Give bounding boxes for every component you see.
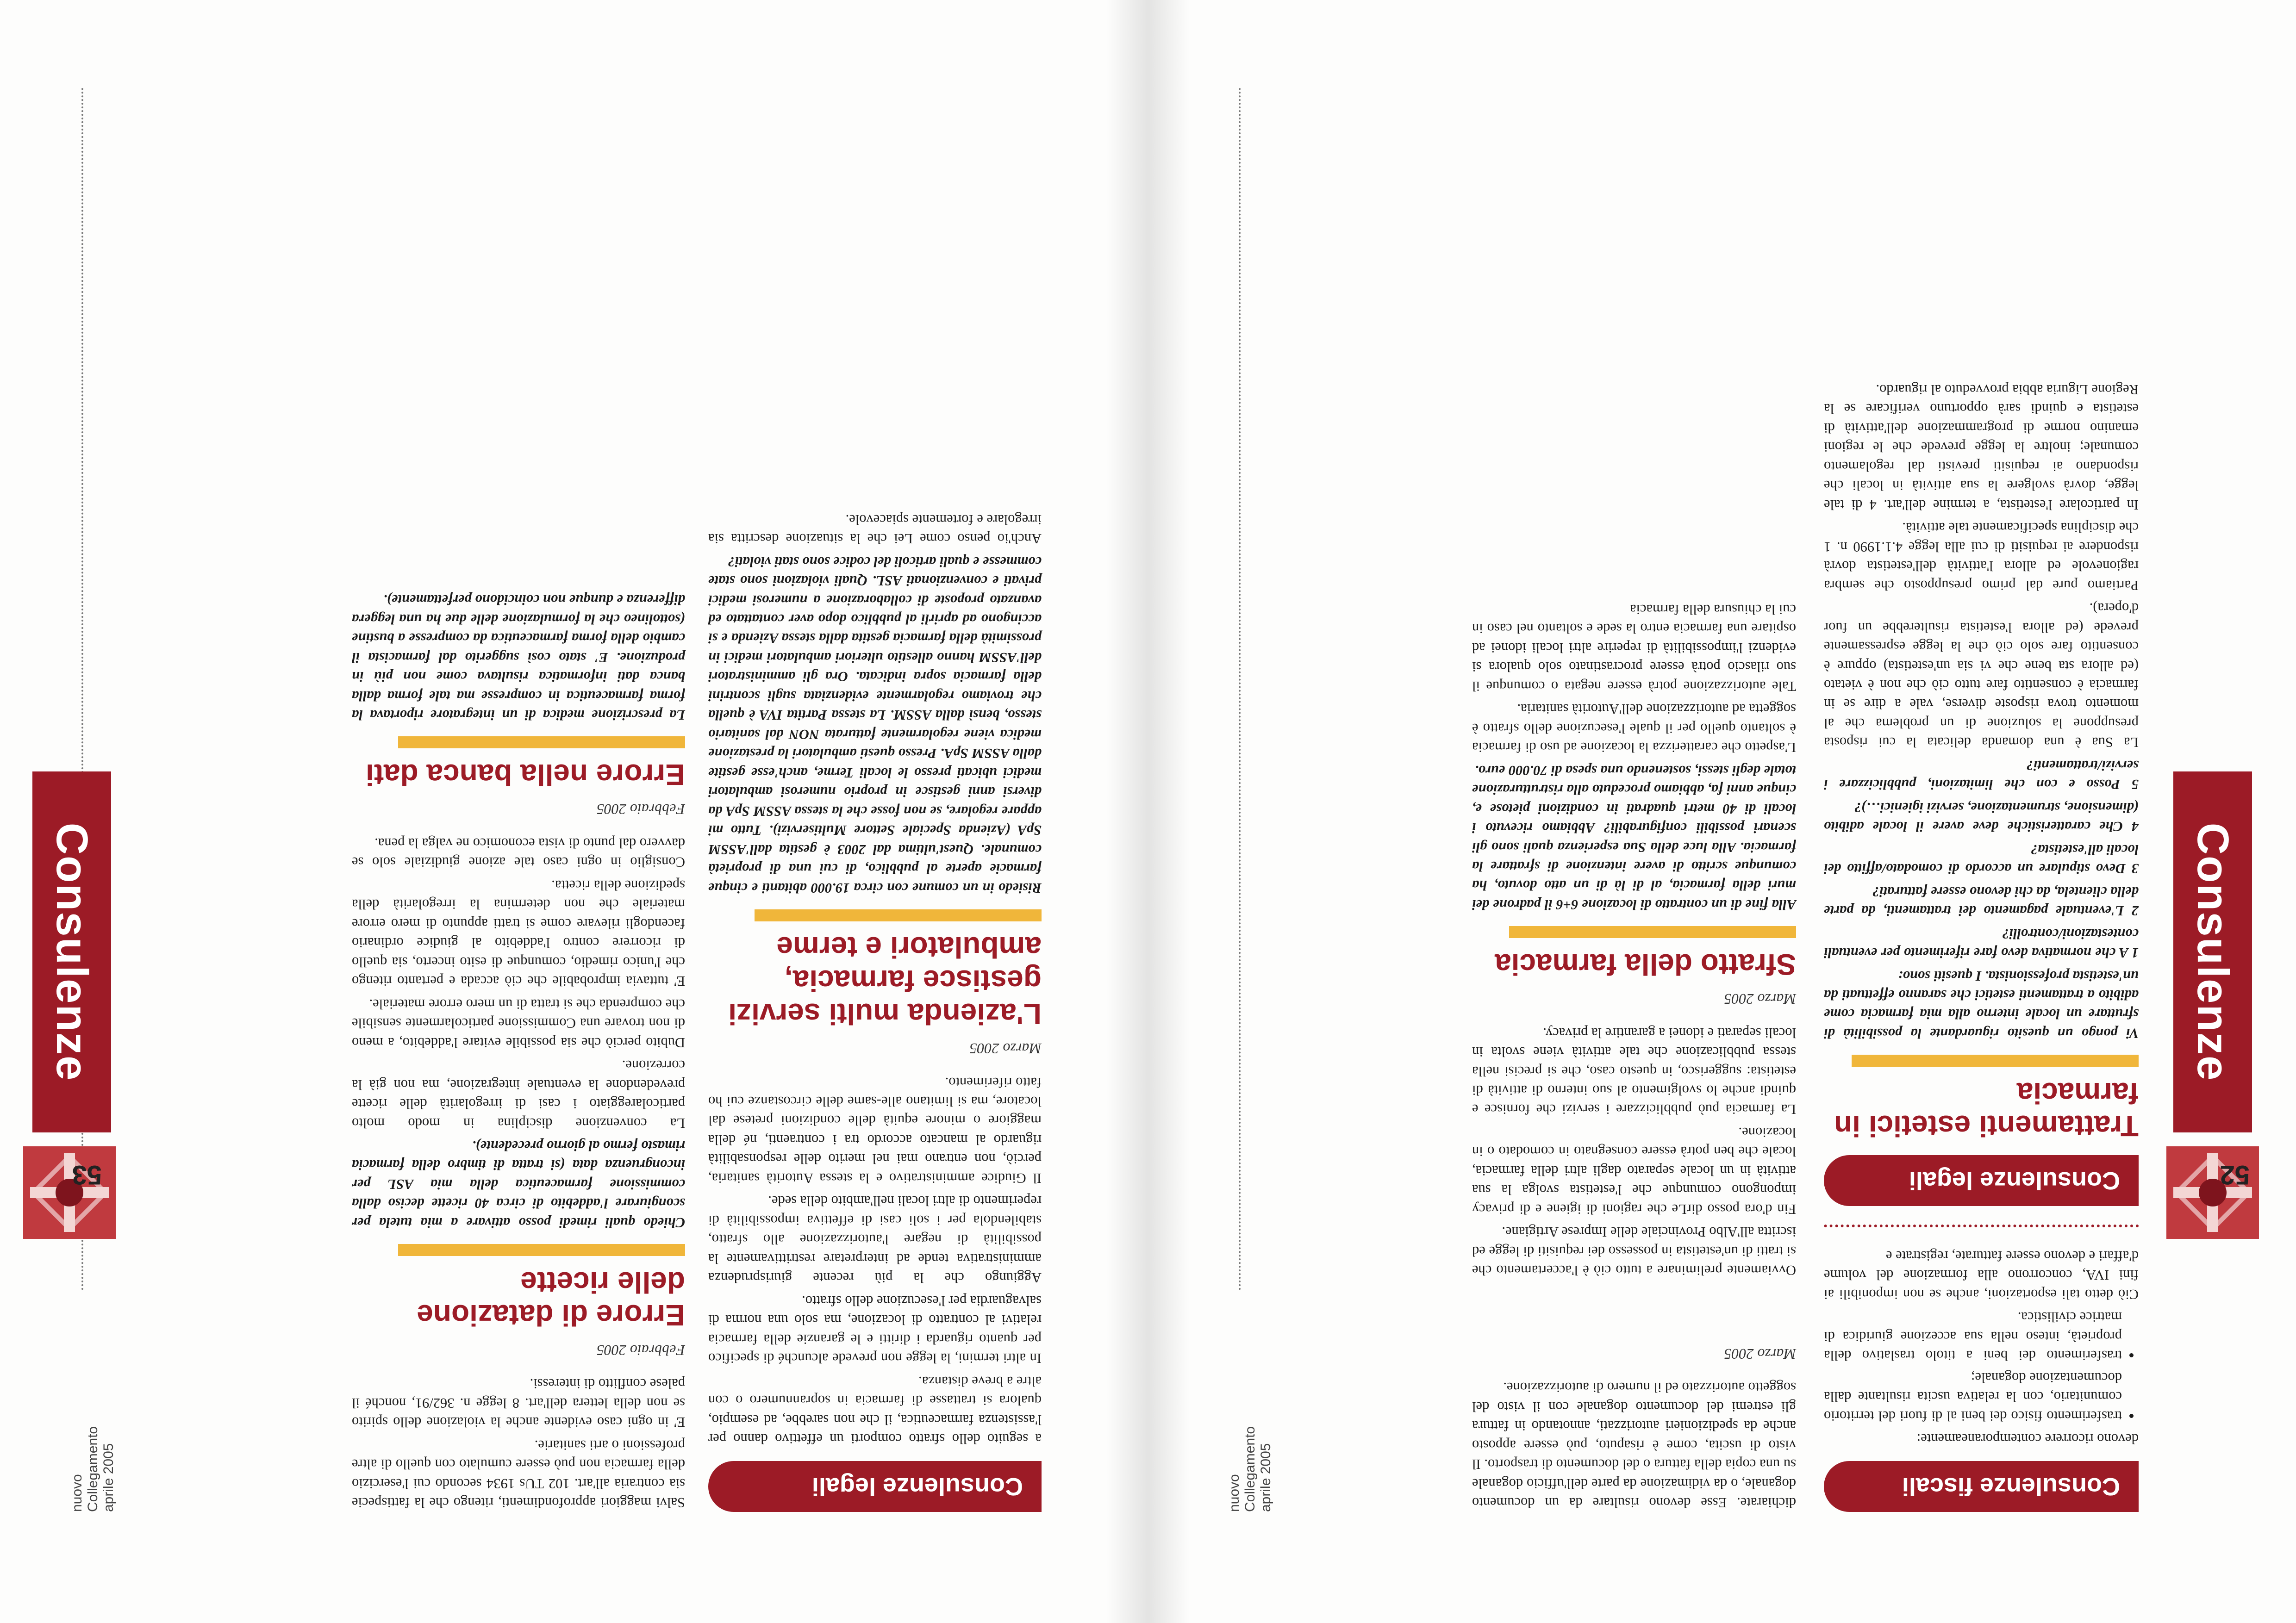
title-rule <box>1852 1055 2139 1067</box>
list-item: • trasferimento fisico dei beni al di fuori del territorio comunitario, con la relativa uscita risultante dalla documentazione doganale; <box>1824 1368 2122 1425</box>
body-text: In altri termini, la legge non prevede alcunché di specifico per quanto riguarda i diritti e le garanzie della farmacia relativi al contratto di locazione, ma solo una norma di salvaguardia per l'esecuzione dello sfratto. <box>708 1293 1042 1367</box>
running-rule <box>1239 87 1241 1290</box>
article-title: L'azienda multi servizi gestisce farmacia, ambulatori e terme <box>728 931 1042 1031</box>
column-2 <box>352 586 685 1512</box>
article-date: Marzo 2005 <box>1724 1345 1796 1362</box>
question-text: La prescrizione medica di un integratore riportava la forma farmaceutica in compresse ma tale forma dalla banca dati informatica risultava come non più in produzione. E' stato così suggerito dal farmacista il cambio della forma farmaceutica da compresse a bustine (sottolineo che la formulazione delle due ha una leggera differenza e dunque non coincidono perfettamente). <box>352 592 685 723</box>
column-2 <box>1472 596 1796 1512</box>
gutter-shadow <box>1106 0 1148 1623</box>
answer-text: Consiglio in ogni caso tale azione giudiziale solo se davvero dal punto di vista economico ne valga la pena. <box>352 835 685 871</box>
section-tab-label: Consulenze <box>47 822 97 1082</box>
title-rule <box>755 909 1042 921</box>
body-text: a seguito dello sfratto comporti un effettivo danno per l'assistenza farmaceutica, il che non sarebbe, ad esempio, qualora si trattasse di farmacia in soprannumero o con altre a breve distanza. <box>708 1373 1042 1447</box>
answer-text: Tale autorizzazione potrà essere negata o comunque il suo rilascio potrà essere procrastinato solo qualora si evidenzi l'impossibilità di reperire altri locali idonei ad ospitare una farmacia entro la sede e soltanto nel caso in cui la chiusura della farmacia <box>1472 601 1796 694</box>
title-rule <box>398 1244 685 1256</box>
question-text: 3 Devo stipulare un accordo di comodato/affitto dei locali all'estetista? <box>1824 841 2139 877</box>
column-1 <box>1824 376 2139 1512</box>
body-text: Il Giudice amministrativo e la stessa Autorità sanitaria, perciò, non entrano mai nel merito delle responsabilità riguardo al mancato accordo tra i contraenti, né della maggiore o minore equità delle condizioni pretese dal locatore, ma si limitano alle-same delle circostanze cui ho fatto riferimento. <box>708 1074 1042 1186</box>
body-text: Salvi maggiori approfondimenti, ritengo che la fattispecie sia contraria all'art. 102 TUs 1934 secondo cui l'esercizio della farmacia non può essere cumulato con quello di altre professioni o arti sanitarie. <box>352 1437 685 1511</box>
question-text: Alla fine di un contratto di locazione 6+6 il padrone dei muri della farmacia, al di là di un atto dovuto, ha comunque scritto di avere intenzione di sfrattare la farmacia. Alla luce della Sua esperienza quali sono gli scenari possibili configurabili? Abbiamo ricevuto i locali di 40 metri quadrati in condizioni pietose e, cinque anni fa, abbiamo proceduto alla ristrutturazione totale degli stessi, sostenendo una spesa di 70.000 euro. <box>1472 762 1796 913</box>
body-text: Ciò detto tali esportazioni, anche se non imponibili ai fini IVA, concorrono alla formazione del volume d'affari e devono essere fatturate, registrate e <box>1824 1248 2139 1302</box>
section-banner-fiscali: Consulenze fiscali <box>1824 1461 2139 1512</box>
question-text: 5 Posso e con che limitazioni, pubblicizzare i servizi/trattamenti? <box>1824 757 2139 793</box>
question-text: Chiedo quali rimedi posso attivare a mia tutela per scongiurare l'addebito di circa 40 ricette deciso dalla commissione farmaceutica della mia ASL per incongruenza data (si tratta di timbro della farmacia rimasto fermo al giorno precedente). <box>352 1138 685 1231</box>
question-text: Risiedo in un comune con circa 19.000 abitanti e cinque farmacie aperte al pubblico, di cui una di proprietà comunale. Quest'ultima dal 2003 è gestita dall'ASSM SpA (Azienda Speciale Settore Multiservizi). Tutto mi appare regolare, se non fosse che la stessa ASSM SpA da diversi anni gestisce in proprio numerosi ambulatori medici ubicati presso le locali Terme, anch'esse gestite dalla ASSM SpA. Presso questi ambulatori la prestazione medica viene regolarmente fatturata NON dal sanitario stesso, bensì dalla ASSM. La stessa Partita IVA è quella che troviamo regolarmente evidenziata sugli scontrini della farmacia sopra indicata. Ora gli amministratori dell'ASSM hanno allestito ulteriori ambulatori medici in prossimità della farmacia gestita dalla stessa Azienda e si accingono ad aprirli al pubblico dopo aver contattato ed avanzato proposte di collaborazione a numerosi medici privati e convenzionati ASL. Quali violazioni sono state commesse e quali articoli del codice sono stati violati? <box>708 553 1042 896</box>
section-banner-legali: Consulenze legali <box>708 1461 1042 1512</box>
section-banner-legali: Consulenze legali <box>1824 1155 2139 1206</box>
answer-text: La farmacia può pubblicizzare i servizi che fornisce e quindi anche lo svolgimento al suo interno di attività di estetista: suggerisco, in questo caso, che si precisi nella stessa pubblicazione che tale attività viene svolta in locali separati e idonei a garantire la privacy. <box>1472 1025 1796 1118</box>
answer-text: La convenzione disciplina in modo molto particolareggiato i casi di irregolarità delle ricette prevedendone la eventuale integrazione, ma non già la correzione. <box>352 1057 685 1131</box>
article-date: Marzo 2005 <box>969 1040 1042 1057</box>
article-date: Febbraio 2005 <box>596 1342 685 1359</box>
article-title: Sfratto della farmacia <box>1495 947 1796 981</box>
ornament-icon <box>23 1146 116 1239</box>
page-number: 52 <box>2220 1160 2250 1190</box>
answer-text: La Sua è una domanda delicata la cui risposta presuppone la soluzione di un problema che al momento trova risposte diverse, vale a dire se in farmacia è consentito fare tutto ciò che non è vietato (ed allora sta bene che vi sia un'estetista) oppure è consentito fare solo ciò che la legge espressamente prevede (ed allora l'estetista risulterebbe un fuor d'opera). <box>1824 600 2139 751</box>
article-title: Errore di datazione delle ricette <box>417 1265 685 1332</box>
question-text: 2 L'eventuale pagamento dei trattamenti, da parte della clientela, da chi devono essere fatturati? <box>1824 883 2139 919</box>
section-tab <box>2173 771 2252 1132</box>
body-text: Aggiungo che la più recente giurisprudenza amministrativa tende ad interpretare restrittivamente la possibilità di negare l'autorizzazione allo sfratto, stabilendola per i soli casi di effettiva impossibilità di reperimento di altri locali nell'ambito della sede. <box>708 1193 1042 1286</box>
article-title: Trattamenti estetici in farmacia <box>1834 1076 2139 1143</box>
answer-text: Fin d'ora posso dirLe che ragioni di igiene e di privacy impongono comunque che l'estetista svolga la sua attività in un locale separato dagli altri della farmacia, locale che ben potrà essere consegnato in comodato o in locazione. <box>1472 1124 1796 1217</box>
list-item: • trasferimento dei beni a titolo traslativo della proprietà, inteso nella sua accezione giuridica di matrice civilistica. <box>1824 1307 2122 1365</box>
running-head: nuovo Collegamento aprile 2005 <box>1227 1426 1273 1512</box>
answer-text: L'aspetto che caratterizza la locazione ad uso di farmacia è soltanto quello per il quale l'esecuzione dello sfratto è soggetta ad autorizzazione dell'Autorità sanitaria. <box>1472 701 1796 756</box>
running-head: nuovo Collegamento aprile 2005 <box>69 1426 116 1512</box>
title-rule <box>1509 926 1796 938</box>
article-title: Errore nella banca dati <box>365 758 685 791</box>
answer-text: In particolare l'estetista, a termine dell'art. 4 di tale legge, dovrà svolgere la sua attività in locali che rispondano ai requisiti previsti dal regolamento comunale; inoltre la legge prevede che le regioni emanino norme di programmazione dell'attività di estetista e quindi sarà opportuno verificare se la Regione Liguria abbia provveduto al riguardo. <box>1824 381 2139 513</box>
article-date: Febbraio 2005 <box>596 801 685 818</box>
answer-text: Anch'io penso come Lei che la situazione descritta sia irregolare e fortemente spiacevole. <box>708 511 1042 547</box>
section-tab-label: Consulenze <box>2188 822 2238 1082</box>
answer-text: Ovviamente preliminare a tutto ciò è l'accertamento che si tratti di un'estetista in possesso dei requisiti di legge ed iscritta all'Albo Provinciale delle Imprese Artigiane. <box>1472 1224 1796 1279</box>
page-52 <box>1148 0 2296 1623</box>
title-rule <box>398 736 685 748</box>
question-text: Vi pongo un quesito riguardante la possibilità di sfruttare un locale interno alla mia farmacia come adibito a trattamenti estetici che saranno effettuati da un'estetista professionista. I quesiti sono: <box>1824 968 2139 1041</box>
gutter-shadow <box>1148 0 1190 1623</box>
requirements-list <box>1824 1307 2139 1425</box>
section-tab <box>32 771 111 1132</box>
article-date: Marzo 2005 <box>1724 991 1796 1008</box>
body-text: devono ricorrere contemporaneamente: <box>1916 1431 2139 1447</box>
question-text: 1 A che normativa devo fare riferimento per eventuali contestazioni/controlli? <box>1824 926 2139 961</box>
answer-text: Dubito perciò che sia possibile evitare l'addebito, a meno di non trovare una Commissione particolarmente sensibile che comprenda che si tratta di un mero errore materiale. <box>352 996 685 1051</box>
body-text: E' in ogni caso evidente anche la violazione dello spirito se non della lettera dell'art. 8 legge n. 362/91, nonché il palese conflitto di interessi. <box>352 1376 685 1430</box>
column-1 <box>708 506 1042 1512</box>
answer-text: Partiamo pure dal primo presupposto che sembra ragionevole ed allora l'attività dell'estetista dovrà rispondere ai requisiti di cui alla legge 4.1.1990 n. 1 che disciplina specificamente tale attività. <box>1824 520 2139 593</box>
dotted-divider <box>1824 1225 2139 1227</box>
answer-text: E' tuttavia improbabile che ciò accada e pertanto ritengo che l'unico rimedio, comunque di esito incerto, sia quello di ricorrere contro l'addebito al giudice ordinario facendogli rilevare come si tratti appunto di mero errore materiale che non determina la irregolarità della spedizione della ricetta. <box>352 877 685 989</box>
question-text: 4 Che caratteristiche deve avere il locale adibito (dimensione, strumentazione, servizi igienici…)? <box>1824 799 2139 835</box>
page-number: 53 <box>72 1160 102 1190</box>
body-text: dichiarate. Esse devono risultare da un documento doganale, o da vidimazione da parte dell'ufficio doganale su una copia della fattura o del documento di trasporto. Il visto di uscita, come è risaputo, può essere apposto anche da spedizionieri autorizzati, annotando in fattura gli estremi del documento doganale con il visto del soggetto autorizzato ed il numero di autorizzazione. <box>1472 1380 1796 1511</box>
